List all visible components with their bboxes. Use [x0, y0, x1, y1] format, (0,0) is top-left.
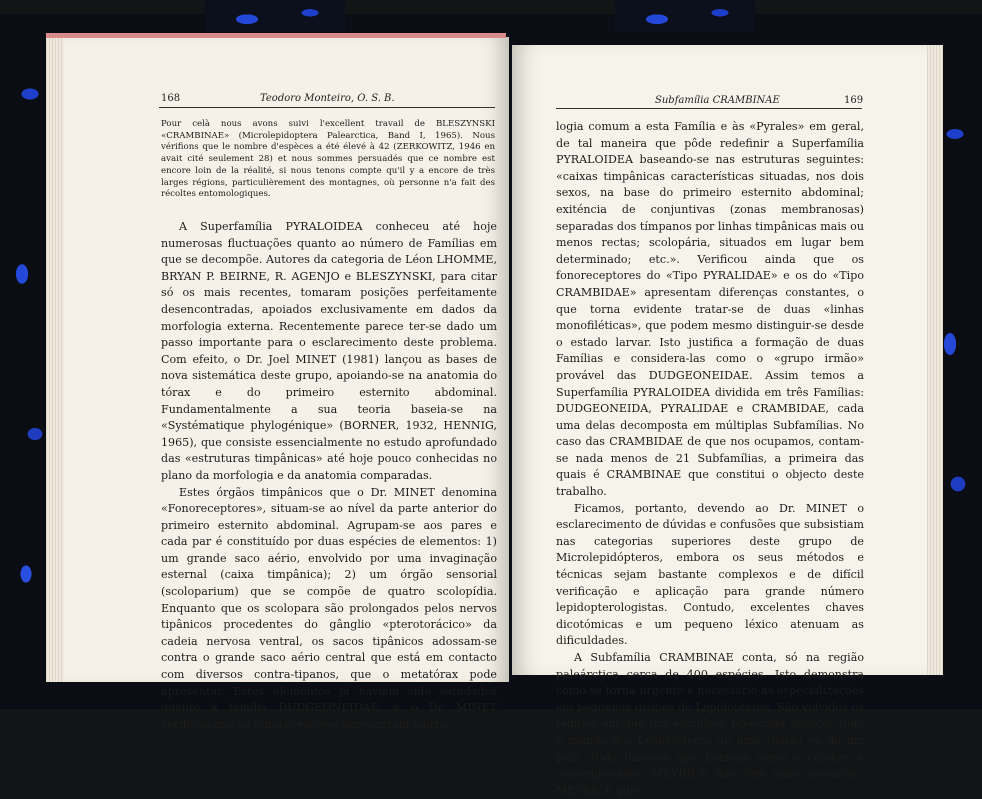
left-page — [64, 37, 509, 731]
right-paragraph-2: Ficamos, portanto, devendo ao Dr. MINET o esclarecimento de dúvidas e confusões que subsistiam nas categorias superiores deste grupo de Microlepidópteros, embora os seus métodos e técnicas sejam bastante complexos e de difícil verificação e aplicação para grande número lepidopterologistas. Contudo, excelentes chaves dicotómicas e um pequeno léxico atenuam as dificuldades. — [556, 501, 864, 648]
cover-edge-left — [205, 0, 345, 32]
right-running-head: Subfamília CRAMBINAE — [655, 95, 780, 106]
left-running-head: Teodoro Monteiro, O. S. B. — [260, 93, 395, 104]
left-paragraph-1: A Superfamília PYRALOIDEA conheceu até hoje numerosas fluctuações quanto ao número de Famílias em que se decompõe. Autores da categoria de Léon LHOMME, BRYAN P. BEIRNE, R. AGENJO e BLESZYNSKI, para citar só os mais recentes, tomaram posições perfeitamente desencontradas, apoiados exclusivamente em dados da morfologia externa. Recentemente parece ter-se dado um passo importante para o esclarecimento deste problema. Com efeito, o Dr. Joel MINET (1981) lançou as bases de nova sistemática deste grupo, apoiando-se na anatomia do tórax e do primeiro esternito abdominal. Fundamentalmente a sua teoria baseia-se na «Systématique phylogénique» (BORNER, 1932, HENNIG, 1965), que consiste essencialmente no estudo aprofundado das «estruturas timpânicas» até hoje pouco conhecidas no plano da morfologia e da anatomia comparadas. — [161, 220, 497, 482]
left-page-number: 168 — [161, 93, 181, 104]
right-body — [556, 119, 864, 799]
left-header-rule — [159, 107, 495, 108]
cover-edge-right — [615, 0, 755, 32]
right-header-rule — [556, 108, 862, 109]
right-page-number: 169 — [844, 95, 864, 106]
left-paragraph-2: Estes órgãos timpânicos que o Dr. MINET denomina «Fonoreceptores», situam-se ao nível da parte anterior do primeiro esternito abdominal. Agrupam-se aos pares e cada par é constituído por duas espécies de elementos: 1) um grande saco aério, envolvido por uma invaginação esternal (caixa timpânica); 2) um órgão sensorial (scoloparium) que se compõe de quatro scolopídia. Enquanto que os scolopara são prolongados pelos nervos tipânicos procedentes do gânglio «pterotorácico» da cadeia nervosa ventral, os sacos tipânicos adossam-se contra o grande saco aério central que está em contacto com diversos contra-tipanos, que o metatórax pode apresentar. Estes elementos já haviam sido estudados quanto à família DUDGEONEIDAE, e o Dr. MINET verificou que os fonoreceptores apresentam morfo- — [161, 485, 497, 731]
right-paragraph-3: A Subfamília CRAMBINAE conta, só na região paleárctica cerca de 400 espécies. Isto demonstra como se torna urgente e necessário as especializações em pequenos grupos de Lepidópteros. São volvidos os tempos em que um estudioso pretendia abraçar todo o mundo dos Lepidópteros de uma região ou de um país. Pode dizer-se que homens como o célebre e contemporâneo MEYRICK não têm mais aceitação. MEYRICK que — [556, 651, 864, 797]
right-page — [512, 45, 927, 797]
right-paragraph-1: logia comum a esta Família e às «Pyrales» em geral, de tal maneira que pôde redefinir a Superfamília PYRALOIDEA baseando-se nas estruturas seguintes: «caixas timpânicas características situadas, nos dois sexos, na base do primeiro esternito abdominal; exiténcia de conjuntivas (zonas membranosas) separadas dos tímpanos por linhas timpânicas mais ou menos rectas; scolopária, situados em lugar bem determinado; etc.». Verificou ainda que os fonoreceptores do «Tipo PYRALIDAE» e os do «Tipo CRAMBIDAE» apresentam diferenças constantes, o que torna evidente tratar-se de duas «linhas monofiléticas», que podem mesmo distinguir-se desde o estado larvar. Isto justifica a formação de duas Famílias e considera-las como o «grupo irmão» provável das DUDGEONEIDAE. Assim temos a Superfamília PYRALOIDEA dividida em três Famílias: DUDGEONEIDA, PYRALIDAE e CRAMBIDAE, cada uma delas decomposta em múltiplas Subfamílias. No caso das CRAMBIDAE de que nos ocupamos, contam-se nada menos de 21 Subfamílias, a primeira das quais é CRAMBINAE que constitui o objecto deste trabalho. — [556, 120, 864, 499]
left-footnote: Pour celà nous avons suivi l'excellent travail de BLESZYNSKI «CRAMBINAE» (Microlepidoptera Palearctica, Band I, 1965). Nous vérifions que le nombre d'espèces a été élevé à 42 (ZERKOWITZ, 1946 en avait cité seulement 28) et nous sommes persuadés que ce nombre est encore loin de la réalité, si nous tenons compte qu'il y a encore de très larges régions, particulièrement des montagnes, où personne n'a fait des récoltes entomologiques. — [161, 119, 495, 200]
left-body — [161, 219, 497, 733]
